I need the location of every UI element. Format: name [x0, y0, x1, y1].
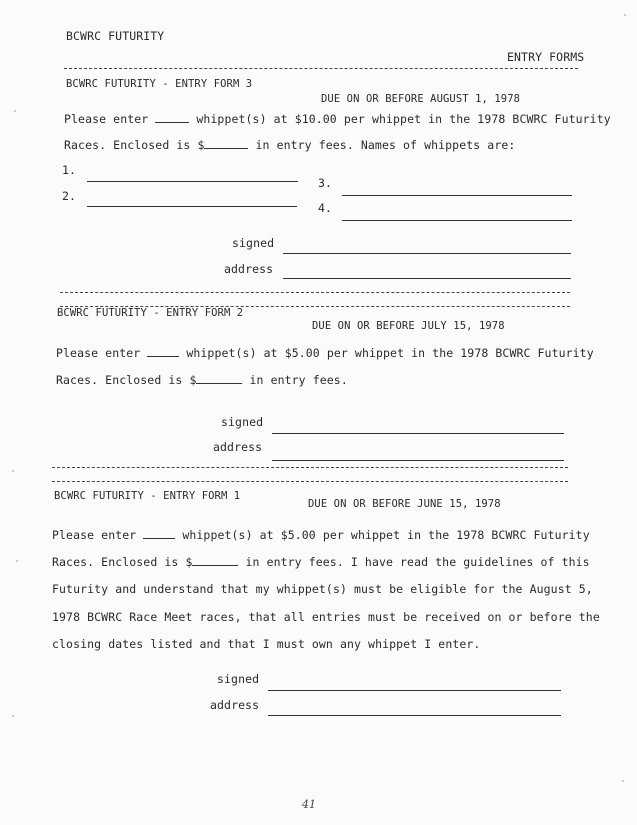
form1-line4: 1978 BCWRC Race Meet races, that all entries must be received on or before the — [52, 610, 600, 624]
form1-line2 — [52, 554, 590, 569]
divider-dashed — [52, 481, 568, 482]
form1-whippet-count-field[interactable] — [143, 527, 175, 539]
form3-line1-text-a: Please enter — [64, 112, 149, 126]
divider-dashed — [64, 68, 578, 69]
divider-dashed — [52, 467, 568, 468]
margin-speck — [12, 715, 14, 717]
form3-whippet-name-1-field[interactable] — [87, 181, 298, 182]
form1-fee-amount-field[interactable] — [192, 554, 238, 566]
margin-speck — [14, 110, 16, 112]
form3-whippet-name-3-field[interactable] — [342, 195, 572, 196]
form1-address-field[interactable] — [268, 715, 561, 716]
form1-line5: closing dates listed and that I must own any whippet I enter. — [52, 637, 481, 651]
form2-line1 — [56, 345, 594, 360]
form2-signed-label: signed — [221, 415, 264, 429]
form1-line1-text-a: Please enter — [52, 528, 137, 542]
form3-line2-text-b: in entry fees. Names of whippets are: — [255, 138, 516, 152]
form3-number-4: 4. — [318, 201, 333, 215]
form3-whippet-name-4-field[interactable] — [342, 220, 572, 221]
form2-line2-text-b: in entry fees. — [249, 373, 348, 387]
form3-fee-amount-field[interactable] — [204, 137, 248, 149]
form1-line1-text-b: whippet(s) at $5.00 per whippet in the 1978 BCWRC Futurity — [182, 528, 590, 542]
form2-title: BCWRC FUTURITY - ENTRY FORM 2 — [57, 307, 244, 319]
form3-number-3: 3. — [318, 176, 333, 190]
form1-title: BCWRC FUTURITY - ENTRY FORM 1 — [54, 490, 241, 502]
form2-signature-field[interactable] — [272, 433, 564, 434]
form3-title: BCWRC FUTURITY - ENTRY FORM 3 — [66, 78, 253, 90]
form2-address-label: address — [213, 440, 263, 454]
form3-due-date: DUE ON OR BEFORE AUGUST 1, 1978 — [321, 93, 521, 105]
form3-line1 — [64, 111, 611, 126]
form3-number-1: 1. — [62, 163, 77, 177]
form2-whippet-count-field[interactable] — [147, 345, 179, 357]
form3-line2-text-a: Races. Enclosed is $ — [64, 138, 205, 152]
form1-signature-field[interactable] — [268, 690, 561, 691]
form3-number-2: 2. — [62, 189, 77, 203]
margin-speck — [16, 560, 18, 562]
form3-address-label: address — [224, 262, 274, 276]
form3-line1-text-b: whippet(s) at $10.00 per whippet in the 1978 BCWRC Futurity — [196, 112, 611, 126]
form1-due-date: DUE ON OR BEFORE JUNE 15, 1978 — [308, 498, 501, 510]
header-title: BCWRC FUTURITY — [66, 29, 165, 43]
form2-due-date: DUE ON OR BEFORE JULY 15, 1978 — [312, 320, 505, 332]
margin-speck — [624, 14, 626, 16]
margin-speck — [622, 780, 624, 782]
form2-line2 — [56, 372, 348, 387]
divider-dashed — [60, 292, 570, 293]
form3-line2 — [64, 137, 515, 152]
form2-line2-text-a: Races. Enclosed is $ — [56, 373, 197, 387]
form1-line1 — [52, 527, 590, 542]
form2-line1-text-b: whippet(s) at $5.00 per whippet in the 1978 BCWRC Futurity — [186, 346, 594, 360]
margin-speck — [12, 470, 14, 472]
form1-line2-text-b: in entry fees. I have read the guidelines of this — [245, 555, 590, 569]
form1-address-label: address — [210, 698, 260, 712]
header-right-label: ENTRY FORMS — [507, 50, 585, 64]
form3-whippet-name-2-field[interactable] — [87, 206, 297, 207]
form2-address-field[interactable] — [272, 460, 564, 461]
form3-address-field[interactable] — [283, 278, 571, 279]
page-number: 41 — [302, 798, 316, 811]
form1-signed-label: signed — [217, 672, 260, 686]
form1-line2-text-a: Races. Enclosed is $ — [52, 555, 193, 569]
form3-signature-field[interactable] — [283, 253, 571, 254]
form2-fee-amount-field[interactable] — [196, 372, 242, 384]
form2-line1-text-a: Please enter — [56, 346, 141, 360]
form3-whippet-count-field[interactable] — [155, 111, 189, 123]
form1-line3: Futurity and understand that my whippet(s) must be eligible for the August 5, — [52, 582, 593, 596]
form3-signed-label: signed — [232, 236, 275, 250]
